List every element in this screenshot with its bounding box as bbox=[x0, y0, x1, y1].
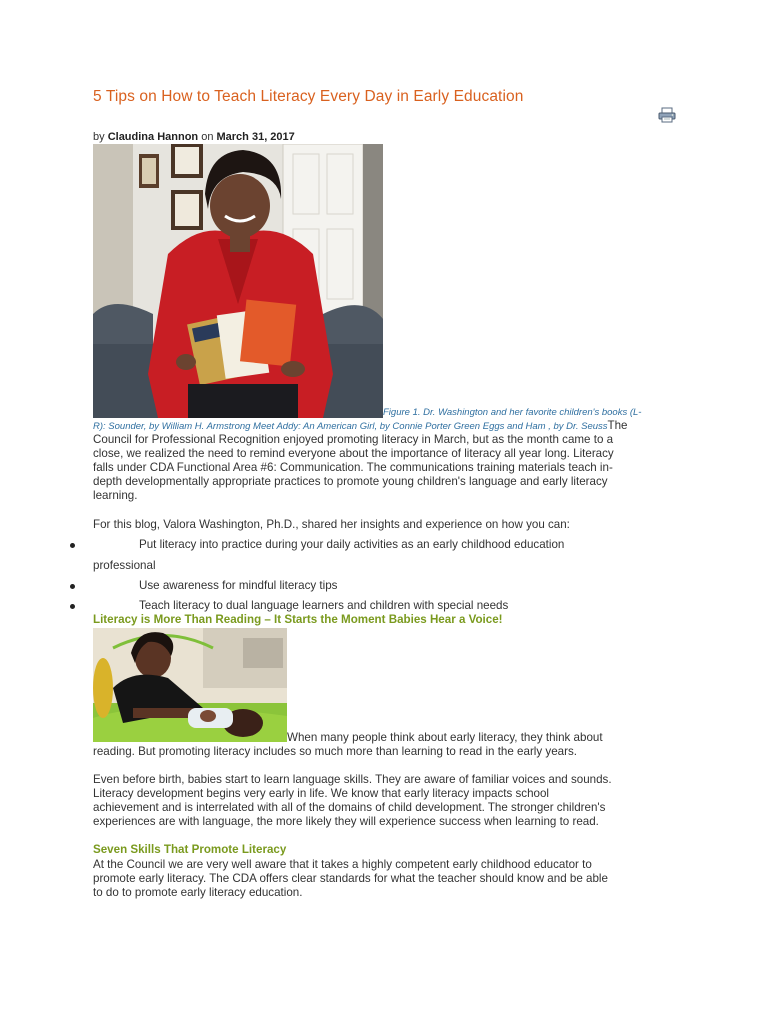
article-title: 5 Tips on How to Teach Literacy Every Day in Early Education bbox=[93, 88, 524, 105]
section2-line: promote early literacy. The CDA offers clear standards for what the teacher should know and be able bbox=[93, 872, 608, 885]
section-heading-seven-skills: Seven Skills That Promote Literacy bbox=[93, 843, 287, 856]
intro-line: depth developmentally appropriate practices to promote young children's language and early literacy bbox=[93, 475, 608, 488]
intro-line: falls under CDA Functional Area #6: Communication. The communications training materials teach in- bbox=[93, 461, 613, 474]
bullet-dot bbox=[70, 543, 75, 548]
bullet-dot bbox=[70, 604, 75, 609]
section1-line: Literacy development begins very early in life. We know that early literacy impacts school bbox=[93, 787, 550, 800]
bullet-item-1-cont: professional bbox=[93, 559, 156, 572]
publish-date: March 31, 2017 bbox=[216, 131, 295, 143]
bullet-dot bbox=[70, 584, 75, 589]
section2-paragraph bbox=[93, 858, 678, 900]
section1-line: achievement and is interrelated with all of the domains of child development. The stronger children's bbox=[93, 801, 606, 814]
photo-dr-washington-with-books bbox=[93, 144, 383, 418]
bullet-item-1: Put literacy into practice during your daily activities as an early childhood education bbox=[139, 538, 565, 551]
section1-lead: When many people think about early literacy, they think about bbox=[287, 731, 603, 744]
section2-line: to do to promote early literacy education. bbox=[93, 886, 303, 899]
bullet-item-3: Teach literacy to dual language learners and children with special needs bbox=[139, 599, 509, 612]
section2-line: At the Council we are very well aware that it takes a highly competent early childhood educator to bbox=[93, 858, 592, 871]
byline bbox=[93, 131, 295, 143]
blog-intro: For this blog, Valora Washington, Ph.D., shared her insights and experience on how you can: bbox=[93, 518, 570, 531]
section1-line: experiences are with language, the more likely they will experience success when learning to read. bbox=[93, 815, 599, 828]
bullet-item-2: Use awareness for mindful literacy tips bbox=[139, 579, 338, 592]
author-name[interactable]: Claudina Hannon bbox=[107, 131, 199, 143]
photo-mother-and-baby bbox=[93, 628, 287, 742]
figure-caption-block: Figure 1. Dr. Washington and her favorite children's books (L- R): Sounder, by William H. Armstrong Meet Addy: An American Girl, by Connie Porter Green Eggs and Ham , by Dr. SeussThe bbox=[93, 407, 642, 432]
intro-line: learning. bbox=[93, 489, 138, 502]
section1-paragraph bbox=[93, 773, 678, 829]
intro-line: close, we realized the need to remind everyone about the importance of literacy all year long. Literacy bbox=[93, 447, 614, 460]
section1-line: Even before birth, babies start to learn language skills. They are aware of familiar voices and sounds. bbox=[93, 773, 612, 786]
section1-lead-cont: reading. But promoting literacy includes so much more than learning to read in the early years. bbox=[93, 745, 577, 758]
intro-the: The bbox=[607, 419, 628, 432]
byline-by: by bbox=[93, 131, 108, 143]
intro-paragraph bbox=[93, 433, 678, 503]
byline-on: on bbox=[198, 131, 217, 143]
section-heading-literacy: Literacy is More Than Reading – It Starts the Moment Babies Hear a Voice! bbox=[93, 613, 503, 626]
printer-icon[interactable] bbox=[658, 107, 676, 123]
intro-line: Council for Professional Recognition enjoyed promoting literacy in March, but as the month came to a bbox=[93, 433, 614, 446]
